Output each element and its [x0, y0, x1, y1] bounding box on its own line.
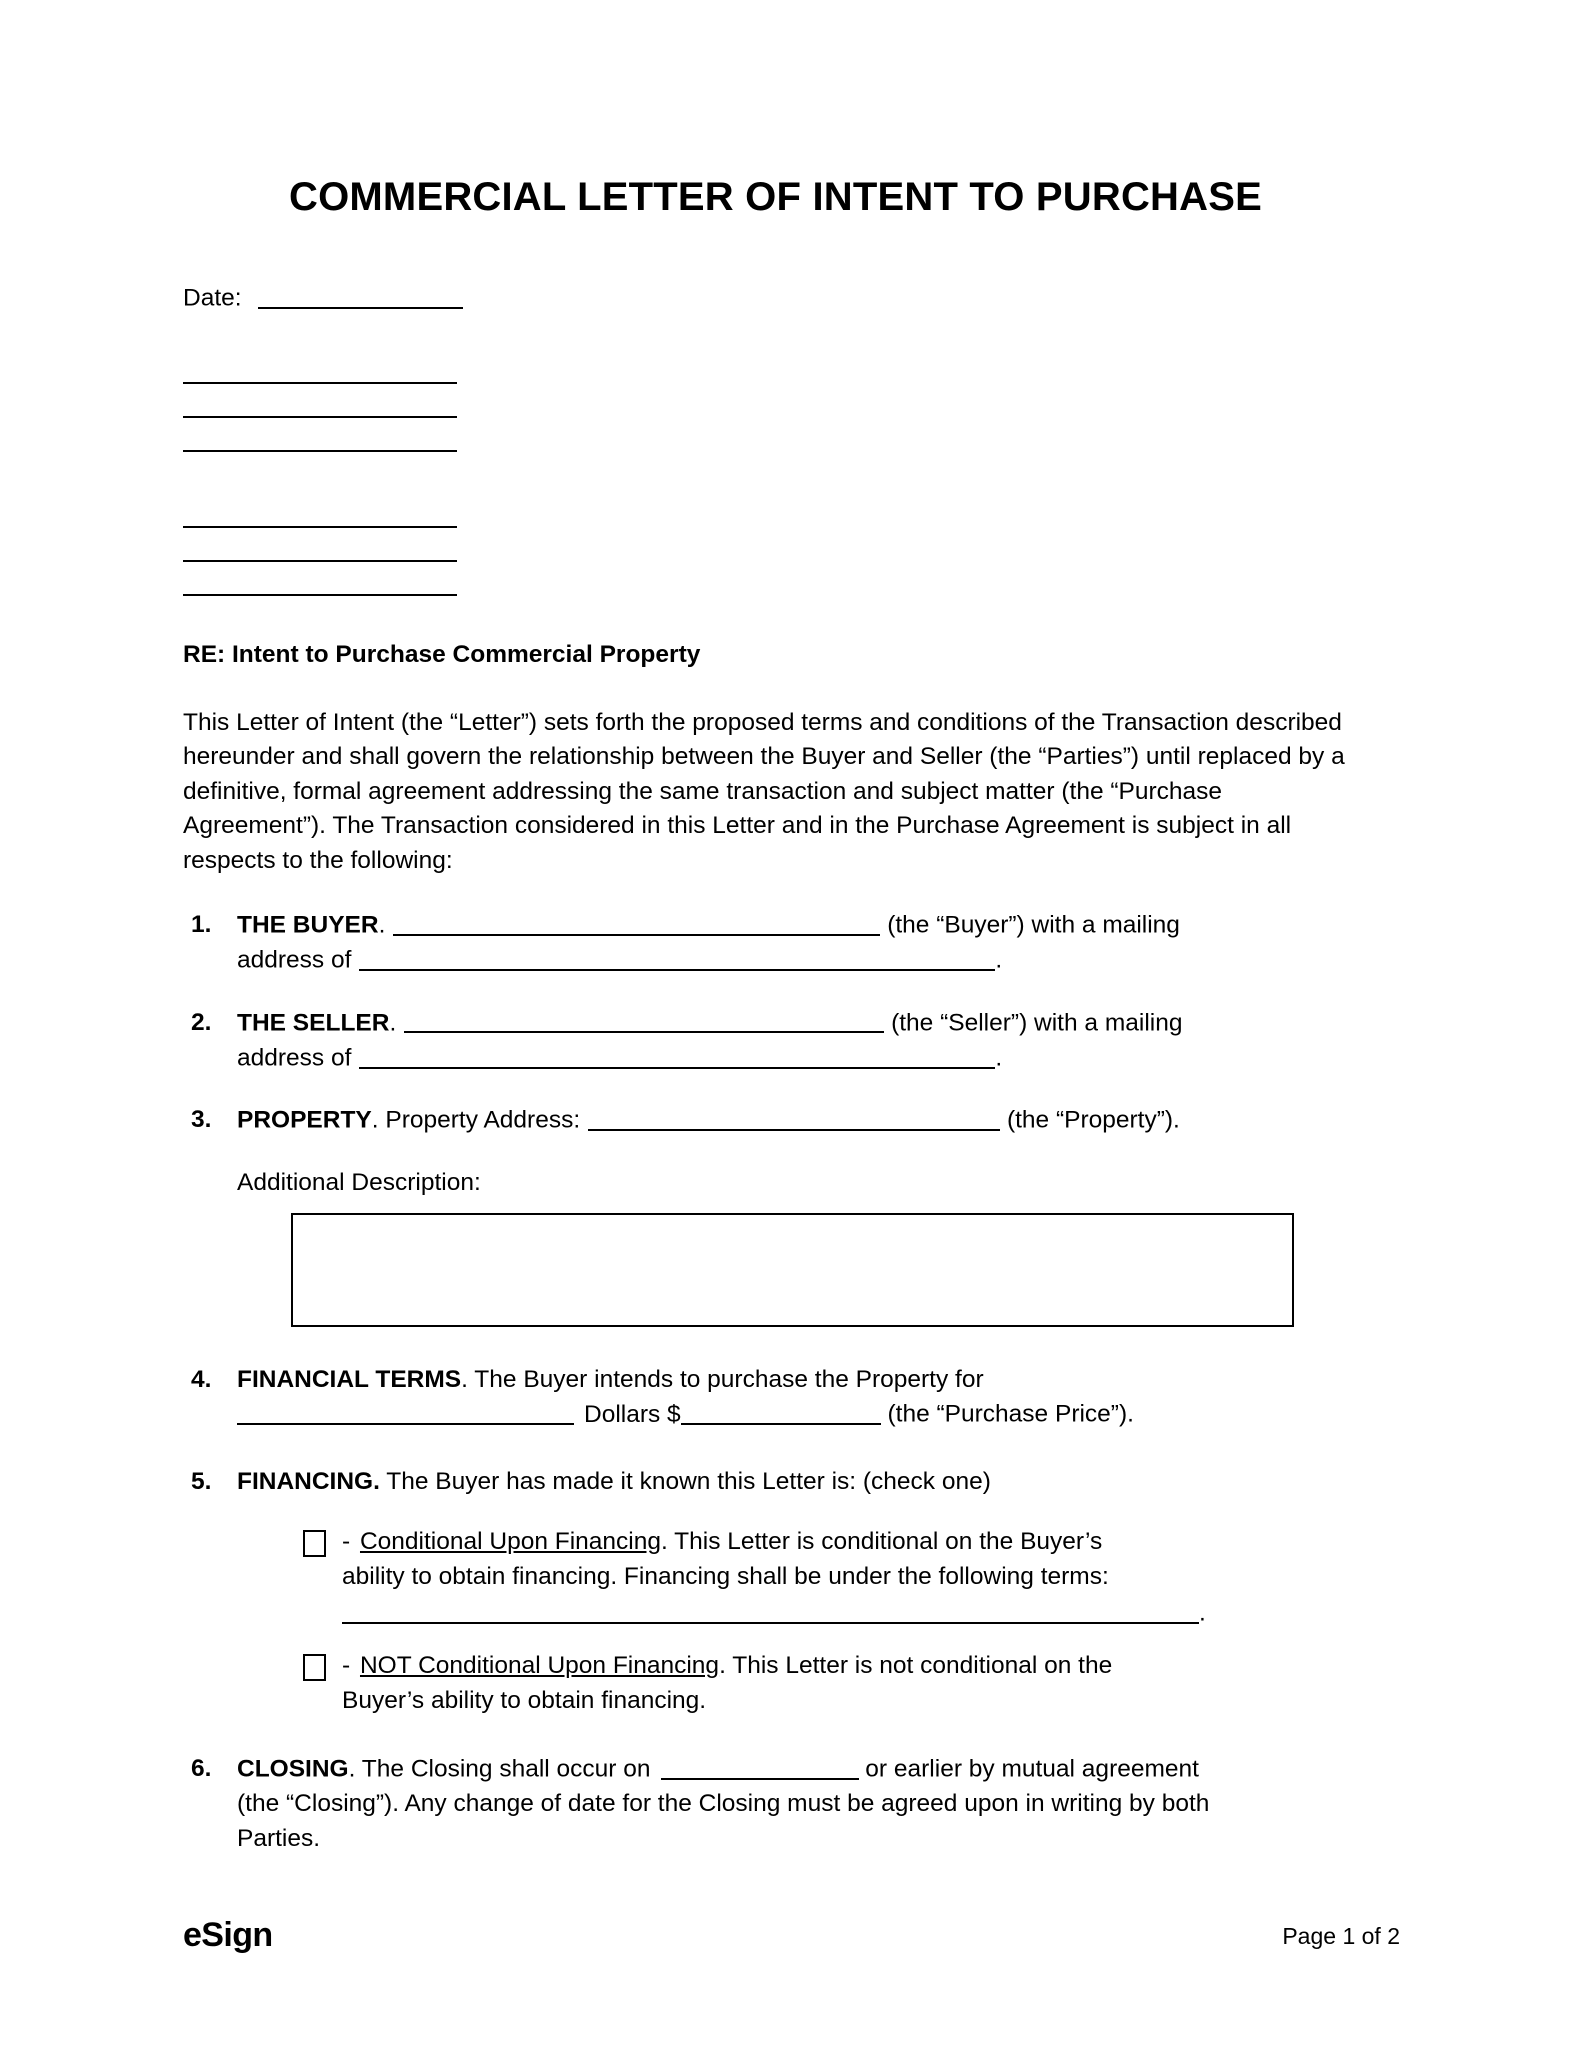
additional-description-box[interactable]: [291, 1213, 1294, 1327]
term-item-financial-terms: [183, 1363, 1368, 1433]
term-number: 4.: [191, 1365, 212, 1393]
term-item-property: [183, 1103, 1368, 1327]
option-title: NOT Conditional Upon Financing: [359, 1652, 720, 1680]
dollars-word: Dollars $: [584, 1401, 681, 1429]
term-after-blank: or earlier by mutual agreement: [858, 1755, 1199, 1783]
term-label: CLOSING: [237, 1755, 349, 1783]
date-label: Date:: [183, 284, 242, 312]
address-blank-line[interactable]: [183, 494, 457, 528]
term-after-blank: (the “Buyer”) with a mailing: [880, 911, 1180, 939]
term-label-suffix: . The Buyer intends to purchase the Property for: [461, 1365, 984, 1393]
term-after-blank: (the “Seller”) with a mailing: [884, 1009, 1183, 1037]
checkbox-not-conditional-upon-financing[interactable]: [303, 1654, 326, 1681]
financing-terms-blank-row: [342, 1596, 1368, 1631]
page-number: Page 1 of 2: [1282, 1923, 1400, 1949]
option-dash: -: [342, 1528, 351, 1556]
financing-option-not-conditional: [237, 1649, 1368, 1718]
term-label: THE SELLER: [237, 1009, 390, 1037]
esign-logo: eSign: [183, 1916, 273, 1954]
buyer-address-blank[interactable]: [359, 943, 995, 971]
date-input-blank[interactable]: [258, 281, 463, 309]
term-after-blank: (the “Purchase Price”).: [880, 1401, 1134, 1429]
terms-list: [183, 908, 1368, 1856]
seller-address-prefix: address of: [237, 1044, 352, 1072]
purchase-price-amount-blank[interactable]: [681, 1397, 881, 1425]
term-label-suffix: The Buyer has made it known this Letter is: (check one): [379, 1467, 991, 1495]
seller-address-suffix: .: [995, 1044, 1003, 1072]
intro-paragraph: This Letter of Intent (the “Letter”) sets forth the proposed terms and conditions of the Transaction described hereunder and shall govern the relationship between the Buyer and Seller (the “Parties”) until replaced by a definitive, formal agreement addressing the same transaction and subject matter (the “Purchase Agreement”). The Transaction considered in this Letter and in the Purchase Agreement is subject in all respects to the following:: [183, 708, 1345, 874]
document-content: [183, 0, 1368, 1856]
page-title: COMMERCIAL LETTER OF INTENT TO PURCHASE: [289, 175, 1262, 219]
additional-description-label: Additional Description:: [237, 1169, 481, 1197]
buyer-address-prefix: address of: [237, 947, 352, 975]
closing-date-blank[interactable]: [661, 1752, 859, 1780]
address-blank-line[interactable]: [183, 350, 457, 384]
option-rest: . This Letter is not conditional on the: [719, 1652, 1113, 1680]
closing-line-2: (the “Closing”). Any change of date for the Closing must be agreed upon in writing by both: [237, 1790, 1210, 1818]
term-label-suffix: . Property Address:: [371, 1106, 581, 1134]
term-number: 3.: [191, 1106, 212, 1134]
term-number: 5.: [191, 1467, 212, 1495]
checkbox-conditional-upon-financing[interactable]: [303, 1530, 326, 1557]
term-number: 6.: [191, 1755, 212, 1783]
date-field-row: [183, 281, 1368, 314]
term-item-buyer: [183, 908, 1368, 978]
term-item-closing: [183, 1752, 1368, 1856]
property-address-blank[interactable]: [588, 1103, 1000, 1131]
term-number: 2.: [191, 1008, 212, 1036]
seller-address-blank[interactable]: [359, 1041, 995, 1069]
page-footer: [183, 1918, 1400, 1952]
term-label-suffix: . The Closing shall occur on: [348, 1755, 651, 1783]
option-dash: -: [342, 1652, 351, 1680]
option-continuation: ability to obtain financing. Financing shall be under the following terms:: [342, 1562, 1109, 1590]
closing-line-3: Parties.: [237, 1824, 321, 1852]
term-after-blank: (the “Property”).: [1000, 1106, 1180, 1134]
recipient-address-block: [183, 494, 1368, 596]
sender-address-block: [183, 350, 1368, 452]
term-label: PROPERTY: [237, 1106, 372, 1134]
term-item-seller: [183, 1006, 1368, 1076]
address-blank-line[interactable]: [183, 528, 457, 562]
address-blank-line[interactable]: [183, 562, 457, 596]
term-label: FINANCIAL TERMS: [237, 1365, 462, 1393]
buyer-name-blank[interactable]: [393, 908, 880, 936]
term-label-suffix: .: [389, 1009, 397, 1037]
financing-terms-trailing: .: [1199, 1599, 1206, 1627]
financing-terms-blank[interactable]: [342, 1596, 1199, 1624]
purchase-price-words-blank[interactable]: [237, 1397, 574, 1425]
option-title: Conditional Upon Financing: [359, 1528, 661, 1556]
term-item-financing: [183, 1465, 1368, 1719]
option-rest: . This Letter is conditional on the Buyer’s: [660, 1528, 1103, 1556]
term-number: 1.: [191, 911, 212, 939]
term-label: THE BUYER: [237, 911, 379, 939]
buyer-address-suffix: .: [995, 947, 1003, 975]
term-label-suffix: .: [378, 911, 386, 939]
address-blank-line[interactable]: [183, 384, 457, 418]
option-continuation: Buyer’s ability to obtain financing.: [342, 1686, 707, 1714]
re-heading: RE: Intent to Purchase Commercial Property: [183, 640, 701, 668]
term-label: FINANCING.: [237, 1467, 380, 1495]
financing-option-conditional: [237, 1525, 1368, 1631]
seller-name-blank[interactable]: [404, 1006, 884, 1034]
address-blank-line[interactable]: [183, 418, 457, 452]
